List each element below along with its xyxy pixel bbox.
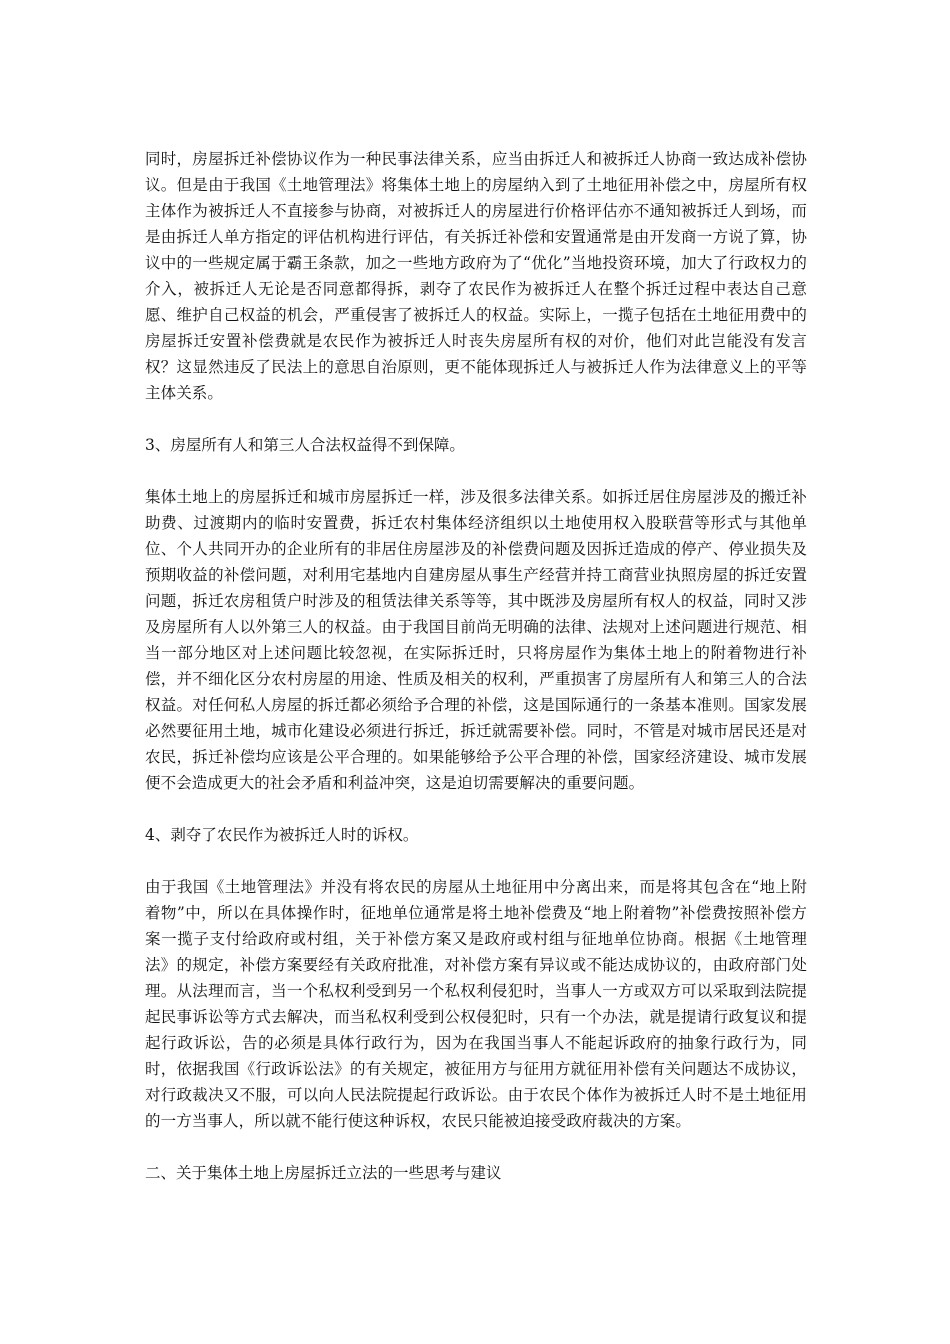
paragraph-gap — [145, 1134, 807, 1160]
paragraph-gap — [145, 848, 807, 874]
paragraph-gap — [145, 406, 807, 432]
paragraph-negotiation: 同时，房屋拆迁补偿协议作为一种民事法律关系，应当由拆迁人和被拆迁人协商一致达成补偿协议。但是由于我国《土地管理法》将集体土地上的房屋纳入到了土地征用补偿之中，房屋所有权主体作为被拆迁人不直接参与协商，对被拆迁人的房屋进行价格评估亦不通知被拆迁人到场，而是由拆迁人单方指定的评估机构进行评估，有关拆迁补偿和安置通常是由开发商一方说了算，协议中的一些规定属于霸王条款，加之一些地方政府为了“优化”当地投资环境，加大了行政权力的介入，被拆迁人无论是否同意都得拆，剥夺了农民作为被拆迁人在整个拆迁过程中表达自己意愿、维护自己权益的机会，严重侵害了被拆迁人的权益。实际上，一揽子包括在土地征用费中的房屋拆迁安置补偿费就是农民作为被拆迁人时丧失房屋所有权的对价，他们对此岂能没有发言权？这显然违反了民法上的意思自治原则，更不能体现拆迁人与被拆迁人作为法律意义上的平等主体关系。 — [145, 150, 807, 402]
paragraph-right-of-action: 由于我国《土地管理法》并没有将农民的房屋从土地征用中分离出来，而是将其包含在“地上附着物”中，所以在具体操作时，征地单位通常是将土地补偿费及“地上附着物”补偿费按照补偿方案一揽子支付给政府或村组，关于补偿方案又是政府或村组与征地单位协商。根据《土地管理法》的规定，补偿方案要经有关政府批准，对补偿方案有异议或不能达成协议的，由政府部门处理。从法理而言，当一个私权利受到另一个私权利侵犯时，当事人一方或双方可以采取到法院提起民事诉讼等方式去解决，而当私权利受到公权侵犯时，只有一个办法，就是提请行政复议和提起行政诉讼，告的必须是具体行政行为，因为在我国当事人不能起诉政府的抽象行政行为，同时，依据我国《行政诉讼法》的有关规定，被征用方与征用方就征用补偿有关问题达不成协议，对行政裁决又不服，可以向人民法院提起行政诉讼。由于农民个体作为被拆迁人时不是土地征用的一方当事人，所以就不能行使这种诉权，农民只能被迫接受政府裁决的方案。 — [145, 878, 807, 1130]
paragraph-third-party-rights: 集体土地上的房屋拆迁和城市房屋拆迁一样，涉及很多法律关系。如拆迁居住房屋涉及的搬迁补助费、过渡期内的临时安置费，拆迁农村集体经济组织以土地使用权入股联营等形式与其他单位、个人共同开办的企业所有的非居住房屋涉及的补偿费问题及因拆迁造成的停产、停业损失及预期收益的补偿问题，对利用宅基地内自建房屋从事生产经营并持工商营业执照房屋的拆迁安置问题，拆迁农房租赁户时涉及的租赁法律关系等等，其中既涉及房屋所有权人的权益，同时又涉及房屋所有人以外第三人的权益。由于我国目前尚无明确的法律、法规对上述问题进行规范、相当一部分地区对上述问题比较忽视，在实际拆迁时，只将房屋作为集体土地上的附着物进行补偿，并不细化区分农村房屋的用途、性质及相关的权利，严重损害了房屋所有人和第三人的合法权益。对任何私人房屋的拆迁都必须给予合理的补偿，这是国际通行的一条基本准则。国家发展必然要征用土地，城市化建设必须进行拆迁，拆迁就需要补偿。同时，不管是对城市居民还是对农民，拆迁补偿均应该是公平合理的。如果能够给予公平合理的补偿，国家经济建设、城市发展便不会造成更大的社会矛盾和利益冲突，这是迫切需要解决的重要问题。 — [145, 488, 807, 792]
document-body — [145, 146, 807, 1186]
heading-point-3: 3、房屋所有人和第三人合法权益得不到保障。 — [145, 436, 465, 454]
paragraph-gap — [145, 796, 807, 822]
paragraph-gap — [145, 458, 807, 484]
section-heading-two: 二、关于集体土地上房屋拆迁立法的一些思考与建议 — [145, 1164, 502, 1182]
heading-point-4: 4、剥夺了农民作为被拆迁人时的诉权。 — [145, 826, 419, 844]
